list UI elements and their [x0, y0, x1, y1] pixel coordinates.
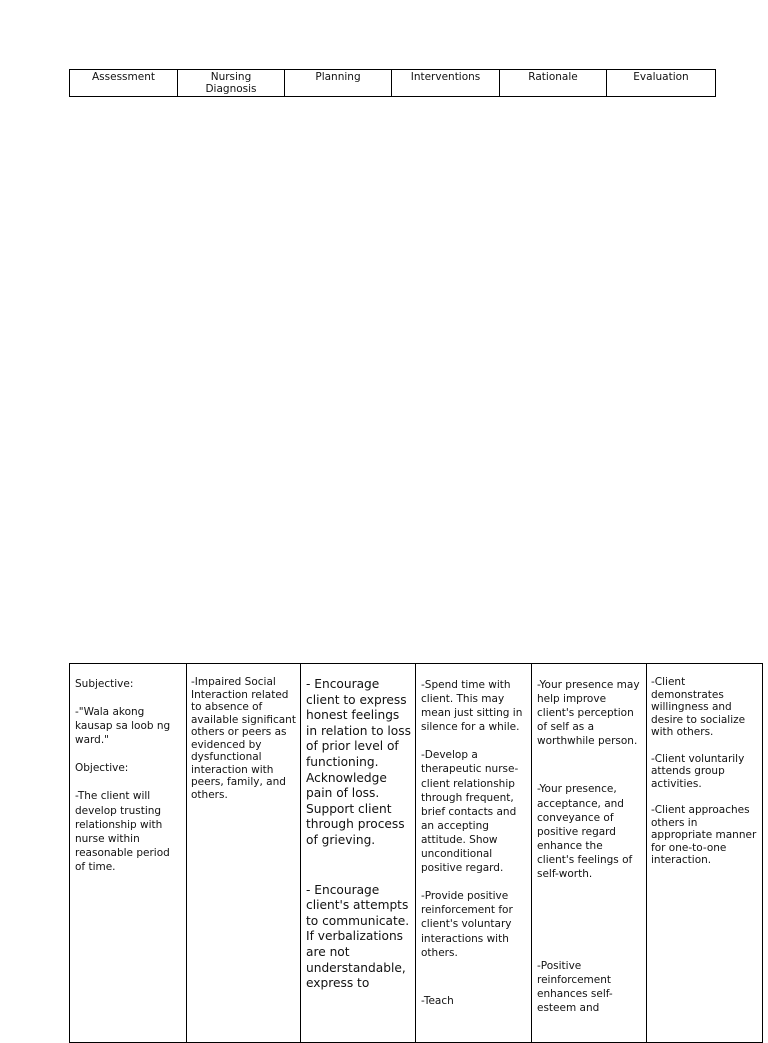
rationale-cell [532, 664, 647, 1043]
rationale-item: -Your presence, acceptance, and conveyance of positive regard enhance the client's feelings of self-worth. [537, 783, 633, 881]
header-interventions: Interventions [392, 70, 500, 97]
header-evaluation: Evaluation [607, 70, 716, 97]
subjective-label: Subjective: [75, 678, 134, 690]
diagnosis-text: -Impaired Social Interaction related to absence of available significant others or peers as evidenced by dysfunctional interaction with peers, family, and others. [191, 676, 296, 801]
intervention-item: -Spend time with client. This may mean just sitting in silence for a while. [421, 679, 523, 734]
evaluation-item: -Client demonstrates willingness and desire to socialize with others. [651, 676, 746, 738]
rationale-item: -Positive reinforcement enhances self-esteem and [537, 960, 613, 1015]
header-row [70, 70, 716, 97]
care-plan-row [70, 664, 763, 1043]
care-plan-header-table [69, 69, 716, 97]
planning-item: - Encourage client to express honest feelings in relation to loss of prior level of functioning. Acknowledge pain of loss. Support client through process of grieving. [306, 677, 411, 847]
assessment-cell [70, 664, 187, 1043]
evaluation-item: -Client voluntarily attends group activities. [651, 752, 745, 790]
header-rationale: Rationale [500, 70, 607, 97]
intervention-item: -Provide positive reinforcement for client's voluntary interactions with others. [421, 890, 513, 959]
care-plan-body-table [69, 663, 763, 1043]
header-nursing-diagnosis: Nursing Diagnosis [178, 70, 285, 97]
evaluation-item: -Client approaches others in appropriate manner for one-to-one interaction. [651, 804, 757, 866]
planning-cell [301, 664, 416, 1043]
header-assessment: Assessment [70, 70, 178, 97]
diagnosis-cell [187, 664, 301, 1043]
interventions-cell [416, 664, 532, 1043]
intervention-item: -Teach [421, 994, 454, 1007]
planning-item: - Encourage client's attempts to communicate. If verbalizations are not understandable, express to [306, 882, 410, 991]
intervention-item: -Develop a therapeutic nurse-client relationship through frequent, brief contacts and an accepting attitude. Show unconditional positive regard. [421, 749, 519, 875]
subjective-quote: -"Wala akong kausap sa loob ng ward." [75, 706, 171, 747]
objective-text: -The client will develop trusting relationship with nurse within reasonable period of time. [75, 790, 170, 873]
objective-label: Objective: [75, 762, 129, 775]
evaluation-cell [647, 664, 763, 1043]
header-planning: Planning [285, 70, 392, 97]
rationale-item: -Your presence may help improve client's perception of self as a worthwhile person. [537, 679, 640, 748]
